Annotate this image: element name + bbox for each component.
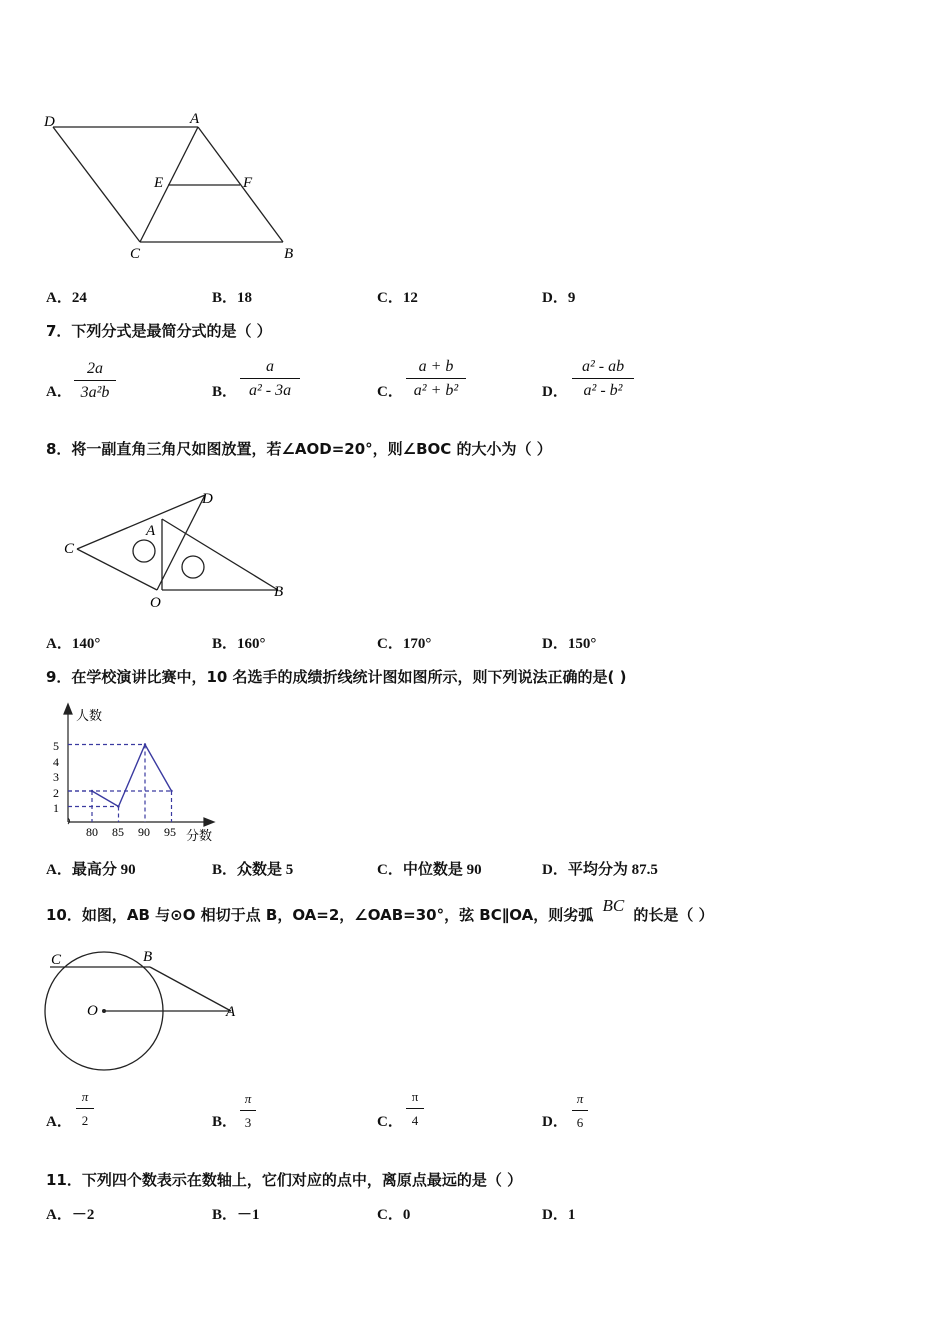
option-text: －2	[71, 1207, 95, 1223]
label-A: A	[146, 523, 156, 539]
q9-option-a[interactable]	[46, 858, 136, 879]
q8-option-d[interactable]	[542, 632, 596, 653]
fraction-bar	[572, 1110, 588, 1111]
fraction-bar	[76, 1108, 94, 1109]
option-text: 0	[402, 1207, 411, 1223]
q8-question: 8．将一副直角三角尺如图放置，若∠AOD=20°，则∠BOC 的大小为（ ）	[46, 440, 552, 458]
numerator: a	[266, 358, 274, 375]
series-line	[92, 745, 172, 807]
q10-option-d-fraction[interactable]	[572, 1090, 588, 1132]
q11-option-a[interactable]	[46, 1203, 94, 1224]
option-text: 140°	[71, 636, 101, 652]
q10-option-b-letter[interactable]: B．	[212, 1114, 238, 1130]
option-text: 中位数是 90	[402, 862, 482, 878]
fraction-bar	[406, 1108, 424, 1109]
denominator: a² - b²	[583, 382, 623, 399]
q7-option-d-fraction[interactable]	[572, 358, 634, 400]
option-text: 24	[71, 290, 87, 306]
label-B: B	[143, 949, 153, 965]
q7-option-a-fraction[interactable]	[74, 360, 116, 402]
denominator: 6	[576, 1115, 584, 1130]
y-tick-1: 1	[53, 801, 59, 815]
denominator: 4	[411, 1113, 419, 1128]
label-E: E	[154, 175, 164, 191]
option-text: －1	[237, 1207, 260, 1223]
option-text: 1	[567, 1207, 576, 1223]
label-B: B	[274, 584, 284, 600]
data-point-85	[117, 805, 119, 807]
q6-option-c[interactable]	[377, 286, 418, 307]
x-tick-80: 80	[86, 825, 98, 839]
option-letter: C．	[377, 636, 403, 652]
y-tick-5: 5	[53, 739, 59, 753]
x-axis-label: 分数	[186, 828, 213, 843]
numerator: a² - ab	[581, 358, 625, 375]
q7-option-b-letter[interactable]: B．	[212, 384, 238, 400]
option-letter: D．	[542, 1207, 568, 1223]
q9-option-d[interactable]	[542, 858, 658, 879]
label-C: C	[130, 246, 141, 262]
numerator: π	[411, 1089, 419, 1104]
option-letter: B．	[212, 290, 238, 306]
label-D: D	[202, 491, 213, 507]
q11-option-c[interactable]	[377, 1203, 410, 1224]
label-O: O	[87, 1003, 98, 1019]
q8-option-c[interactable]	[377, 632, 431, 653]
q10-option-d-letter[interactable]: D．	[542, 1114, 568, 1130]
q9-line-chart	[40, 700, 230, 848]
y-axis-arrow	[64, 704, 72, 714]
denominator: 2	[81, 1113, 89, 1128]
numerator: π	[576, 1091, 584, 1106]
fraction-bar	[240, 1110, 256, 1111]
q10-question-tail: 的长是（ ）	[633, 906, 714, 924]
label-A: A	[190, 111, 200, 127]
q6-parallelogram-figure	[40, 108, 310, 268]
denominator: 3a²b	[80, 384, 110, 401]
option-text: 18	[237, 290, 253, 306]
q9-question: 9．在学校演讲比赛中，10 名选手的成绩折线统计图如图所示，则下列说法正确的是( )	[46, 668, 627, 686]
y-tick-3: 3	[53, 770, 59, 784]
x-axis-arrow	[204, 818, 214, 826]
q10-circle-tangent-figure	[40, 947, 245, 1075]
option-letter: D．	[542, 636, 568, 652]
label-C: C	[64, 541, 75, 557]
option-letter: A．	[46, 1207, 72, 1223]
x-tick-95: 95	[164, 825, 176, 839]
option-text: 170°	[402, 636, 432, 652]
y-tick-2: 2	[53, 786, 59, 800]
x-tick-90: 90	[138, 825, 150, 839]
q7-option-a-letter[interactable]: A．	[46, 384, 72, 400]
q8-triangle-rulers-figure	[60, 485, 300, 613]
option-letter: A．	[46, 636, 72, 652]
q6-option-d[interactable]	[542, 286, 575, 307]
fraction-bar	[74, 380, 116, 381]
option-letter: C．	[377, 290, 403, 306]
numerator: π	[244, 1091, 252, 1106]
option-letter: C．	[377, 862, 403, 878]
q10-option-a-letter[interactable]: A．	[46, 1114, 72, 1130]
q7-option-c-letter[interactable]: C．	[377, 384, 403, 400]
label-O: O	[150, 595, 161, 611]
numerator: a + b	[418, 358, 454, 375]
option-letter: B．	[212, 1207, 238, 1223]
label-B: B	[284, 246, 294, 262]
numerator: π	[81, 1089, 89, 1104]
q8-option-a[interactable]	[46, 632, 100, 653]
data-point-90	[144, 743, 146, 745]
label-A: A	[226, 1004, 236, 1020]
label-D: D	[44, 114, 55, 130]
option-text: 最高分 90	[71, 862, 136, 878]
q7-option-d-letter[interactable]: D．	[542, 384, 568, 400]
option-text: 9	[567, 290, 576, 306]
x-tick-85: 85	[112, 825, 124, 839]
option-letter: C．	[377, 1207, 403, 1223]
q7-option-c-fraction[interactable]	[406, 358, 466, 400]
option-text: 150°	[567, 636, 597, 652]
q10-option-a-fraction[interactable]	[76, 1088, 94, 1130]
q9-option-b[interactable]	[212, 858, 293, 879]
option-text: 160°	[237, 636, 266, 652]
q10-option-b-fraction[interactable]	[240, 1090, 256, 1132]
option-letter: D．	[542, 862, 568, 878]
q10-option-c-letter[interactable]: C．	[377, 1114, 403, 1130]
q8-option-b[interactable]	[212, 632, 266, 653]
q10-question	[46, 896, 714, 925]
data-point-95	[170, 790, 172, 792]
option-text: 平均分为 87.5	[567, 862, 658, 878]
option-letter: D．	[542, 290, 568, 306]
q10-option-c-fraction[interactable]	[406, 1088, 424, 1130]
option-letter: B．	[212, 636, 238, 652]
label-F: F	[243, 175, 253, 191]
option-letter: B．	[212, 862, 238, 878]
q10-question-text: 10．如图，AB 与⊙O 相切于点 B，OA=2，∠OAB=30°，弦 BC∥OA，则劣弧	[46, 906, 594, 924]
q11-option-d[interactable]	[542, 1203, 575, 1224]
option-letter: A．	[46, 862, 72, 878]
option-text: 12	[402, 290, 418, 306]
arc-bc-label: BC	[602, 896, 625, 915]
q11-option-b[interactable]	[212, 1203, 260, 1224]
y-tick-4: 4	[53, 755, 59, 769]
option-letter: A．	[46, 290, 72, 306]
data-point-80	[91, 790, 93, 792]
numerator: 2a	[87, 360, 103, 377]
fraction-bar	[572, 378, 634, 379]
fraction-bar	[240, 378, 300, 379]
y-axis-label: 人数	[76, 708, 103, 723]
q6-option-a[interactable]	[46, 286, 87, 307]
label-C: C	[51, 952, 62, 968]
denominator: a² + b²	[413, 382, 459, 399]
q6-option-b[interactable]	[212, 286, 252, 307]
q11-question: 11．下列四个数表示在数轴上，它们对应的点中，离原点最远的是（ ）	[46, 1171, 523, 1189]
q7-question: 7．下列分式是最简分式的是（ ）	[46, 322, 272, 340]
denominator: a² - 3a	[248, 382, 292, 399]
fraction-bar	[406, 378, 466, 379]
option-text: 众数是 5	[237, 862, 294, 878]
denominator: 3	[244, 1115, 252, 1130]
q9-option-c[interactable]	[377, 858, 482, 879]
q7-option-b-fraction[interactable]	[240, 358, 300, 400]
